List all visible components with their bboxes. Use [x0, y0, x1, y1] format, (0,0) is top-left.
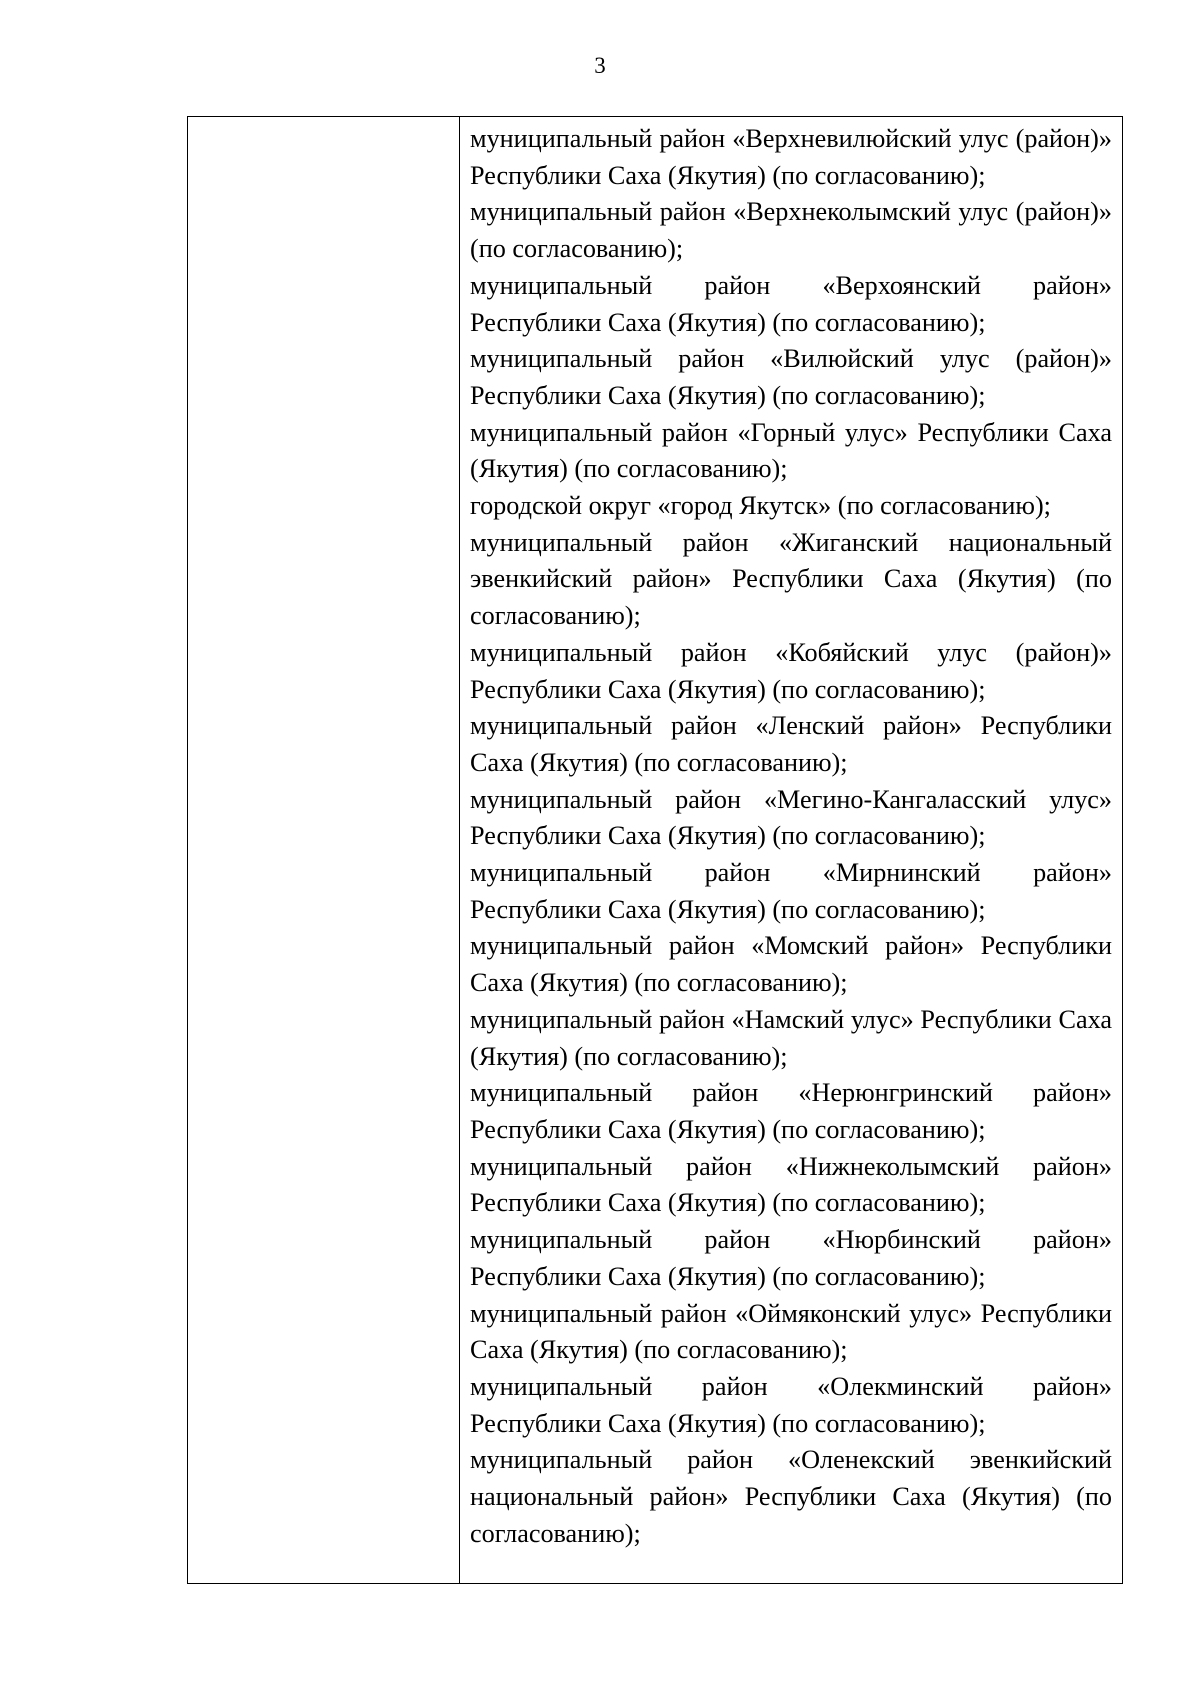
list-item: муниципальный район «Верхнеколымский улус (район)» (по согласованию); [470, 197, 1112, 264]
list-item: муниципальный район «Вилюйский улус (район)» Республики Саха (Якутия) (по согласованию); [470, 344, 1112, 410]
list-item: муниципальный район «Горный улус» Республики Саха (Якутия) (по согласованию); [470, 417, 1112, 484]
list-item: муниципальный район «Оймяконский улус» Республики Саха (Якутия) (по согласованию); [470, 1298, 1112, 1365]
list-item: городской округ «город Якутск» (по согласованию); [470, 491, 1051, 521]
list-item: муниципальный район «Верхоянский район» Республики Саха (Якутия) (по согласованию); [470, 270, 1112, 337]
list-item: муниципальный район «Мегино-Кангаласский улус» Республики Саха (Якутия) (по согласованию); [470, 784, 1112, 851]
list-item: муниципальный район «Нижнеколымский район» Республики Саха (Якутия) (по согласованию); [470, 1151, 1112, 1218]
list-item: муниципальный район «Кобяйский улус (район)» Республики Саха (Якутия) (по согласованию); [470, 637, 1112, 704]
document-table [187, 116, 1123, 1584]
left-cell [188, 117, 460, 1584]
list-item: муниципальный район «Мирнинский район» Республики Саха (Якутия) (по согласованию); [470, 858, 1112, 924]
table-row [188, 117, 1123, 1584]
list-item: муниципальный район «Намский улус» Республики Саха (Якутия) (по согласованию); [470, 1004, 1112, 1071]
list-item: муниципальный район «Момский район» Республики Саха (Якутия) (по согласованию); [470, 931, 1112, 998]
page-number: 3 [594, 53, 606, 78]
list-item: муниципальный район «Жиганский национальный эвенкийский район» Республики Саха (Якутия) (по согласованию); [470, 527, 1112, 631]
list-item: муниципальный район «Нерюнгринский район» Республики Саха (Якутия) (по согласованию); [470, 1078, 1112, 1144]
list-item: муниципальный район «Ленский район» Республики Саха (Якутия) (по согласованию); [470, 711, 1112, 777]
list-item: муниципальный район «Верхневилюйский улус (район)» Республики Саха (Якутия) (по согласованию); [470, 124, 1112, 190]
entry-list [460, 117, 1122, 1552]
list-item: муниципальный район «Олекминский район» Республики Саха (Якутия) (по согласованию); [470, 1371, 1112, 1438]
list-item: муниципальный район «Нюрбинский район» Республики Саха (Якутия) (по согласованию); [470, 1225, 1112, 1291]
right-cell [460, 117, 1123, 1584]
list-item: муниципальный район «Оленекский эвенкийский национальный район» Республики Саха (Якутия) (по согласованию); [470, 1445, 1112, 1548]
